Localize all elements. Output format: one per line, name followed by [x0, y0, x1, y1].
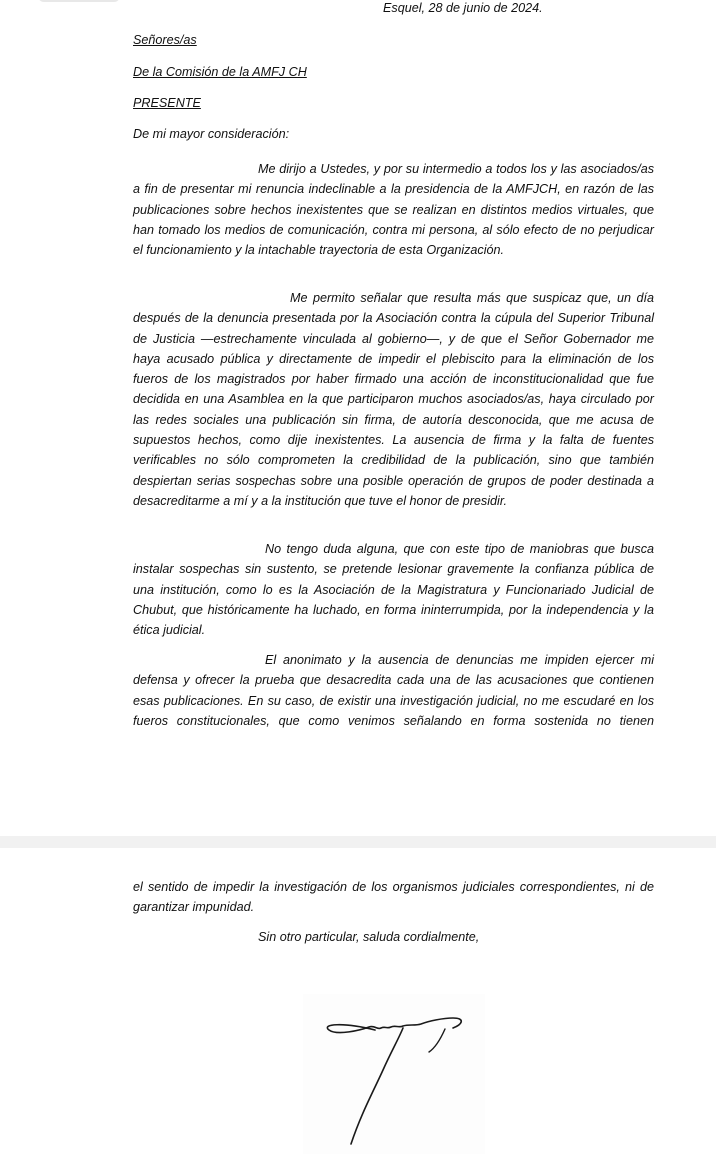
- signature-image: [303, 994, 485, 1154]
- signature-icon: [303, 994, 485, 1154]
- paragraph-continuation: el sentido de impedir la investigación de los organismos judiciales correspondientes, ni de garantizar impunidad.: [133, 880, 654, 915]
- date-line: Esquel, 28 de junio de 2024.: [383, 1, 543, 15]
- commission-line: De la Comisión de la AMFJ CH: [133, 65, 307, 79]
- presente-line: PRESENTE: [133, 96, 201, 110]
- greeting: De mi mayor consideración:: [133, 127, 290, 141]
- top-tab-decoration: [38, 0, 120, 2]
- letter-page-2: [0, 848, 716, 1149]
- page-gap: [0, 836, 716, 848]
- paragraph-anonimato: El anonimato y la ausencia de denuncias me impiden ejercer mi defensa y ofrecer la prueba que desacredita cada una de las acusaciones que contienen esas publicaciones. En su caso, de existir una investigación judicial, no me escudaré en los fueros constitucionales, que como venimos señalando en forma sostenida no tienen: [133, 653, 654, 728]
- closing-line: Sin otro particular, saluda cordialmente,: [258, 930, 480, 944]
- addressee-line: Señores/as: [133, 33, 197, 47]
- paragraph-denuncia: Me permito señalar que resulta más que suspicaz que, un día después de la denuncia presentada por la Asociación contra la cúpula del Superior Tribunal de Justicia —estrechamente vinculada al gobierno—, y de que el Señor Gobernador me haya acusado pública y directamente de impedir el plebiscito para la eliminación de los fueros de los magistrados por haber firmado una acción de inconstitucionalidad que fue decidida en una Asamblea en la que participaron muchos asociados/as, haya circulado por las redes sociales una publicación sin firma, de autoría desconocida, que me acusa de supuestos hechos, como dije inexistentes. La ausencia de firma y la falta de fuentes verificables no sólo comprometen la credibilidad de la publicación, sino que también despiertan serias sospechas sobre una posible operación de grupos de poder destinada a desacreditarme a mí y a la institución que tuve el honor de presidir.: [133, 291, 654, 508]
- paragraph-maniobras: No tengo duda alguna, que con este tipo de maniobras que busca instalar sospechas sin sustento, se pretende lesionar gravemente la confianza pública de una institución, como lo es la Asociación de la Magistratura y Funcionariado Judicial de Chubut, que históricamente ha luchado, en forma ininterrumpida, por la independencia y la ética judicial.: [133, 542, 654, 638]
- paragraph-renuncia: Me dirijo a Ustedes, y por su intermedio a todos los y las asociados/as a fin de presentar mi renuncia indeclinable a la presidencia de la AMFJCH, en razón de las publicaciones sobre hechos inexistentes que se realizan en distintos medios virtuales, que han tomado los medios de comunicación, contra mi persona, al sólo efecto de no perjudicar el funcionamiento y la intachable trayectoria de esta Organización.: [133, 162, 654, 258]
